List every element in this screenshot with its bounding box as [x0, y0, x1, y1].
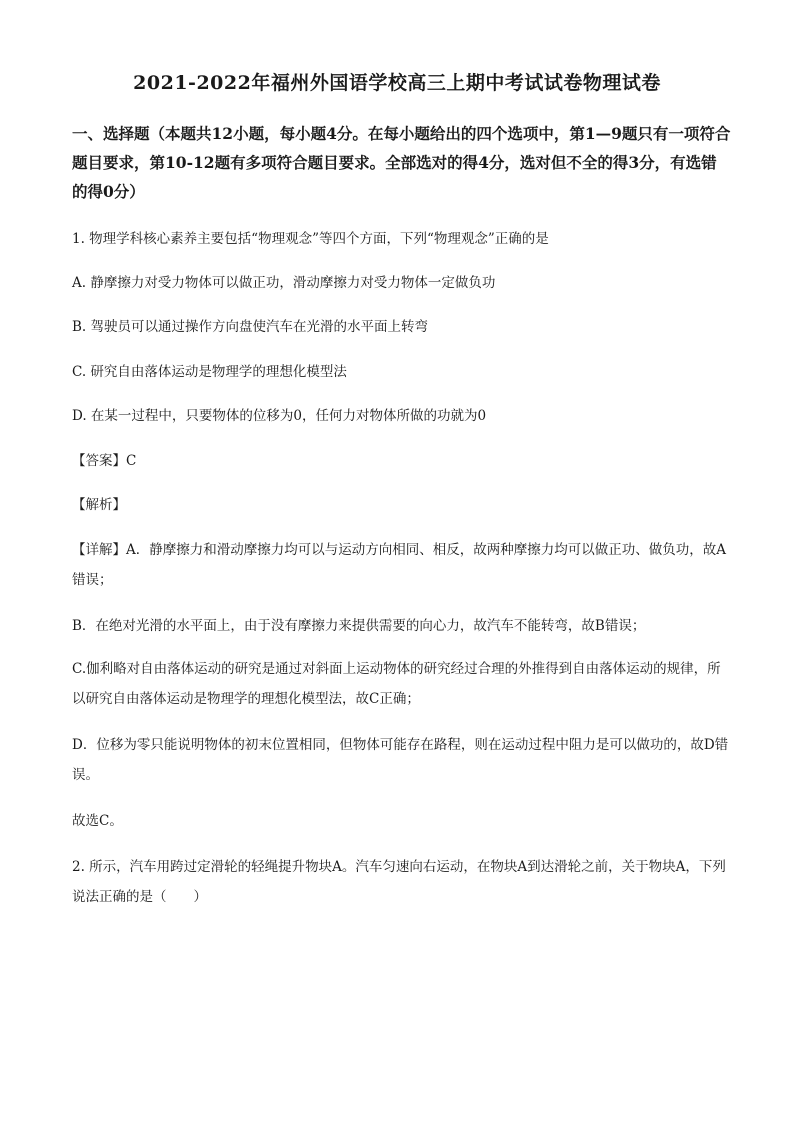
detail-d: D．位移为零只能说明物体的初末位置相同，但物体可能存在路程，则在运动过程中阻力是可以做功的，故D错误。: [72, 737, 729, 783]
conclusion: 故选C。: [72, 813, 123, 829]
detail-c: C.伽利略对自由落体运动的研究是通过对斜面上运动物体的研究经过合理的外推得到自由落体运动的规律，所以研究自由落体运动是物理学的理想化模型法，故C正确；: [72, 661, 721, 707]
question-1-option-c: C. 研究自由落体运动是物理学的理想化模型法: [72, 364, 347, 380]
question-1-option-d: D. 在某一过程中，只要物体的位移为0，任何力对物体所做的功就为0: [72, 408, 487, 424]
detail-label: 【详解】: [72, 542, 126, 558]
detail-a-text: A．静摩擦力和滑动摩擦力均可以与运动方向相同、相反，故两种摩擦力均可以做正功、做负功，故A错误；: [72, 542, 726, 588]
answer-line: [72, 451, 732, 471]
question-1-option-b: B. 驾驶员可以通过操作方向盘使汽车在光滑的水平面上转弯: [72, 319, 429, 335]
question-1-stem: 1. 物理学科核心素养主要包括“物理观念”等四个方面，下列“物理观念”正确的是: [72, 231, 549, 247]
analysis-label: 【解析】: [72, 497, 126, 513]
detail-b: B．在绝对光滑的水平面上，由于没有摩擦力来提供需要的向心力，故汽车不能转弯，故B错误；: [72, 618, 646, 634]
answer-value: C: [126, 453, 137, 469]
detail-a: [72, 535, 734, 595]
question-2-stem: 2. 所示，汽车用跨过定滑轮的轻绳提升物块A。汽车匀速向右运动，在物块A到达滑轮之前，关于物块A，下列说法正确的是（ ）: [72, 859, 726, 905]
section-heading: 一、选择题（本题共12小题，每小题4分。在每小题给出的四个选项中，第1—9题只有一项符合题目要求，第10-12题有多项符合题目要求。全部选对的得4分，选对但不全的得3分，有选错的得0分）: [72, 124, 731, 201]
question-1-option-a: A. 静摩擦力对受力物体可以做正功，滑动摩擦力对受力物体一定做负功: [72, 275, 496, 291]
document-title: 2021-2022年福州外国语学校高三上期中考试试卷物理试卷: [133, 72, 661, 94]
answer-label: 【答案】: [72, 453, 126, 469]
